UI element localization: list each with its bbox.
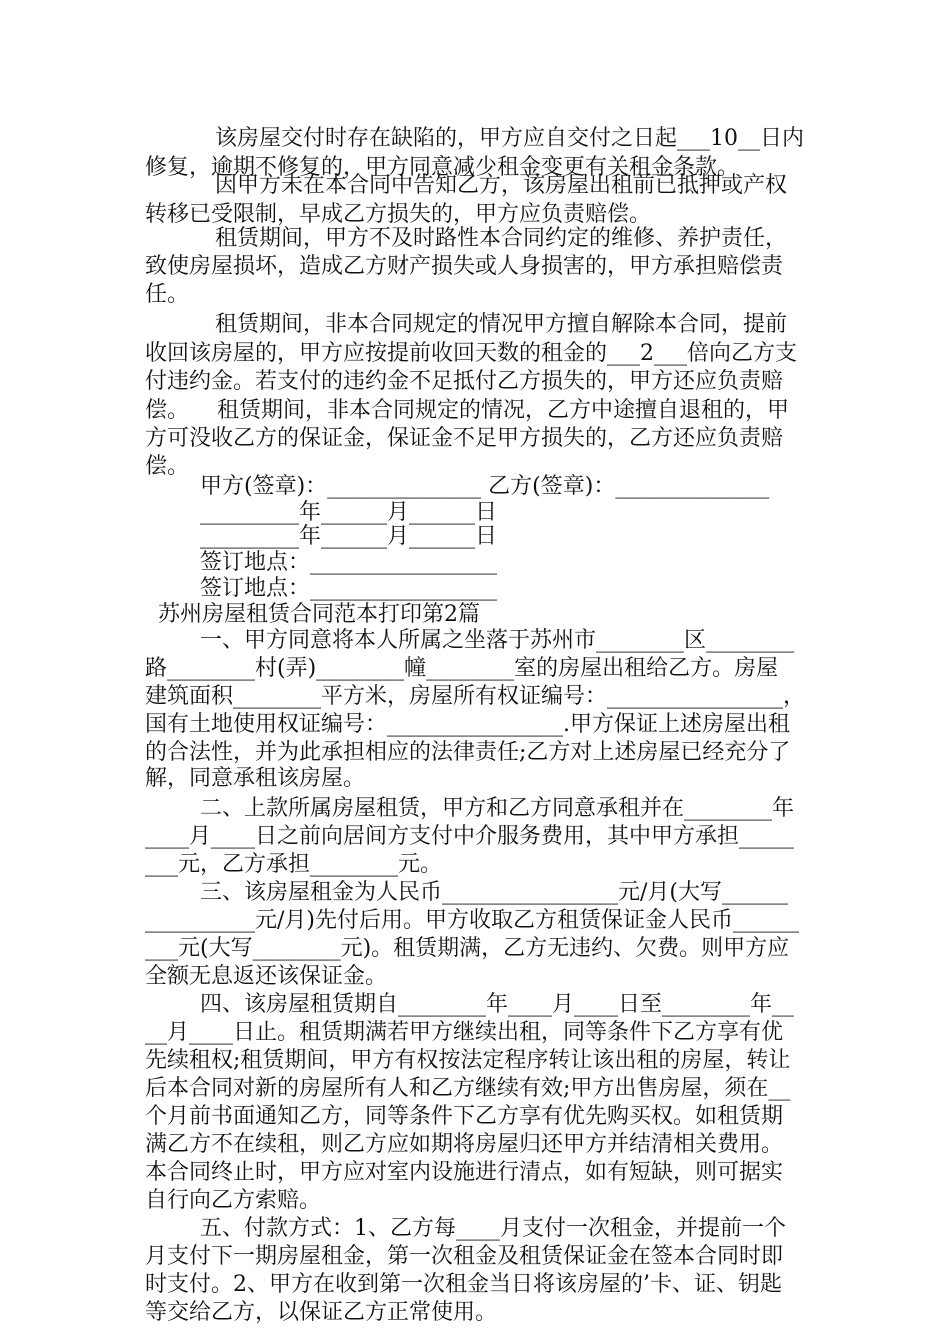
text-line: 建筑面积________平方米，房屋所有权证编号：________________， [145, 684, 806, 709]
text-line: 国有土地使用权证编号：________________.甲方保证上述房屋出租 [145, 712, 790, 737]
text-line: ___元(大写________元)。租赁期满，乙方无违约、欠费。则甲方应 [145, 936, 790, 961]
text-line: 收回该房屋的，甲方应按提前收回天数的租金的___2___倍向乙方支 [145, 341, 797, 366]
text-line: 转移已受限制，早成乙方损失的，甲方应负责赔偿。 [145, 202, 652, 227]
text-line: 等交给乙方，以保证乙方正常使用。 [145, 1300, 498, 1325]
text-line: 路________村(弄)________幢________室的房屋出租给乙方。房屋 [145, 656, 779, 681]
text-line: 个月前书面通知乙方，同等条件下乙方享有优先购买权。如租赁期 [145, 1104, 784, 1129]
text-line: 后本合同对新的房屋所有人和乙方继续有效;甲方出售房屋，须在__ [145, 1076, 791, 1101]
text-line: 时支付。2、甲方在收到第一次租金当日将该房屋的’卡、证、钥匙 [145, 1272, 782, 1297]
section-title: 苏州房屋租赁合同范本打印第2篇 [158, 602, 480, 627]
text-line: 该房屋交付时存在缺陷的，甲方应自交付之日起___10__日内 [215, 126, 804, 151]
text-line: 偿。 租赁期间，非本合同规定的情况，乙方中途擅自退租的，甲 [145, 398, 789, 423]
text-line: 三、该房屋租金为人民币________________元/月(大写______ [200, 880, 788, 905]
text-line: ____月____日之前向居间方支付中介服务费用，其中甲方承担_____ [145, 824, 795, 849]
text-line: 付违约金。若支付的违约金不足抵付乙方损失的，甲方还应负责赔 [145, 369, 784, 394]
text-line: 五、付款方式：1、乙方每____月支付一次租金，并提前一个 [200, 1216, 786, 1241]
text-line: 月支付下一期房屋租金，第一次租金及租赁保证金在签本合同时即 [145, 1244, 784, 1269]
text-line: 一、甲方同意将本人所属之坐落于苏州市________区________ [200, 628, 795, 653]
text-line: 修复，逾期不修复的，甲方同意减少租金变更有关租金条款。 [145, 155, 740, 180]
text-line: __________元/月)先付后用。甲方收取乙方租赁保证金人民币______ [145, 908, 799, 933]
text-line: 任。 [145, 282, 190, 307]
text-line: 租赁期间，非本合同规定的情况甲方擅自解除本合同，提前 [215, 312, 788, 337]
text-line: 满乙方不在续租，则乙方应如期将房屋归还甲方并结清相关费用。 [145, 1132, 784, 1157]
signing-place-line: 签订地点：_________________ [200, 576, 498, 601]
text-line: __月____日止。租赁期满若甲方继续出租，同等条件下乙方享有优 [145, 1020, 784, 1045]
text-line: 四、该房屋租赁期自________年____月____日至________年__ [200, 992, 795, 1017]
text-line: 租赁期间，甲方不及时路性本合同约定的维修、养护责任， [215, 226, 788, 251]
text-line: 因甲方未在本合同中告知乙方，该房屋出租前已抵押或产权 [215, 173, 788, 198]
text-line: 解，同意承租该房屋。 [145, 766, 366, 791]
text-line: 方可没收乙方的保证金，保证金不足甲方损失的，乙方还应负责赔 [145, 426, 784, 451]
text-line: 先续租权;租赁期间，甲方有权按法定程序转让该出租的房屋，转让 [145, 1048, 791, 1073]
text-line: ___元，乙方承担________元。 [145, 852, 443, 877]
text-line: 致使房屋损坏，造成乙方财产损失或人身损害的，甲方承担赔偿责 [145, 254, 784, 279]
date-line: _________年______月______日 [200, 524, 498, 549]
date-line: _________年______月______日 [200, 500, 498, 525]
text-line: 自行向乙方索赔。 [145, 1188, 322, 1213]
text-line: 偿。 [145, 454, 190, 479]
signing-place-line: 签订地点：_________________ [200, 550, 498, 575]
text-line: 本合同终止时，甲方应对室内设施进行清点，如有短缺，则可据实 [145, 1160, 784, 1185]
text-line: 全额无息返还该保证金。 [145, 964, 388, 989]
text-line: 的合法性，并为此承担相应的法律责任;乙方对上述房屋已经充分了 [145, 740, 791, 765]
text-line: 二、上款所属房屋租赁，甲方和乙方同意承租并在________年 [200, 796, 795, 821]
signature-line: 甲方(签章)：______________ 乙方(签章)：______________ [200, 474, 770, 499]
